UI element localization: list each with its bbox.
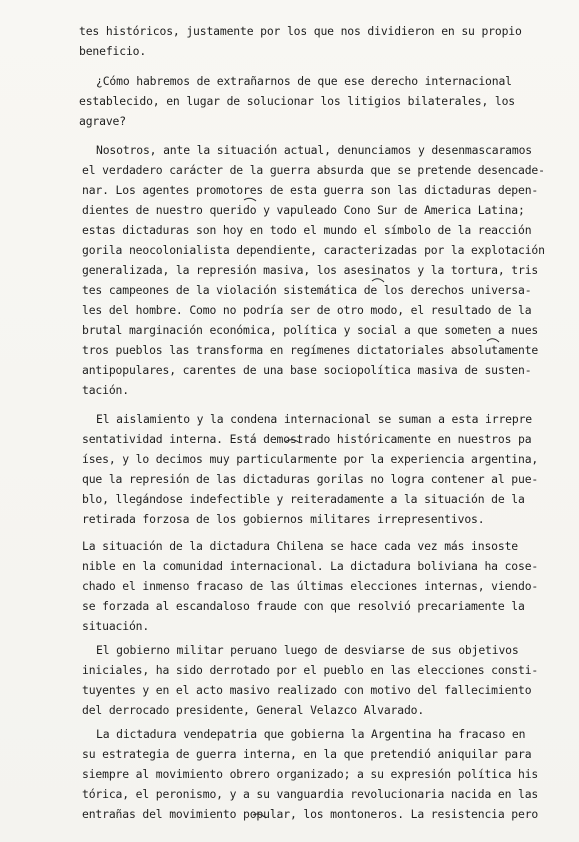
body-line: se forzada al escandaloso fraude con que resolvió precariamente la (82, 599, 525, 613)
body-line: íses, y lo decimos muy particularmente por la experiencia argentina, (82, 452, 539, 466)
body-line: beneficio. (79, 44, 147, 58)
body-line: estas dictaduras son hoy en todo el mundo el símbolo de la reacción (82, 223, 532, 237)
body-line: retirada forzosa de los gobiernos militares irrepresentivos. (82, 512, 485, 526)
body-line: siempre al movimiento obrero organizado; a su expresión política his (82, 767, 539, 781)
body-line: tes campeones de la violación sistemática de los derechos universa- (82, 283, 532, 297)
body-line: del derrocado presidente, General Velazco Alvarado. (82, 703, 425, 717)
body-line: chado el inmenso fracaso de las últimas elecciones internas, viendo- (82, 579, 539, 593)
body-line: tación. (82, 383, 129, 397)
body-line: el verdadero carácter de la guerra absurda que se pretende desencade- (82, 163, 545, 177)
body-line: nar. Los agentes promotores de esta guerra son las dictaduras depen- (82, 183, 539, 197)
body-line: tórica, el peronismo, y a su vanguardia revolucionaria nacida en las (82, 787, 539, 801)
body-line: tuyentes y en el acto masivo realizado con motivo del fallecimiento (82, 683, 532, 697)
body-line: blo, llegándose indefectible y reiteradamente a la situación de la (82, 492, 525, 506)
body-line: brutal marginación económica, política y social a que someten a nues (82, 323, 539, 337)
body-line: situación. (82, 619, 150, 633)
body-line: La situación de la dictadura Chilena se hace cada vez más insoste (82, 539, 519, 553)
body-line: nible en la comunidad internacional. La dictadura boliviana ha cose- (82, 559, 539, 573)
body-line: sentatividad interna. Está demostrado históricamente en nuestros pa (82, 432, 532, 446)
body-line: ¿Cómo habremos de extrañarnos de que ese derecho internacional (96, 74, 512, 88)
body-line: su estrategia de guerra interna, en la que pretendió aniquilar para (82, 747, 532, 761)
body-line: agrave? (79, 114, 126, 128)
body-line: gorila neocolonialista dependiente, caracterizadas por la explotación (82, 243, 545, 257)
body-line: establecido, en lugar de solucionar los litigios bilaterales, los (79, 94, 516, 108)
body-line: El gobierno militar peruano luego de desviarse de sus objetivos (96, 643, 519, 657)
body-line: Nosotros, ante la situación actual, denunciamos y desenmascaramos (96, 143, 533, 157)
body-line: La dictadura vendepatria que gobierna la Argentina ha fracaso en (96, 727, 526, 741)
body-line: entrañas del movimiento popular, los montoneros. La resistencia pero (82, 807, 539, 821)
body-line: El aislamiento y la condena internacional se suman a esta irrepre (96, 412, 533, 426)
body-line: tros pueblos las transforma en regímenes dictatoriales absolutamente (82, 343, 539, 357)
body-line: que la represión de las dictaduras gorilas no logra contener al pue- (82, 472, 539, 486)
body-line: iniciales, ha sido derrotado por el pueblo en las elecciones consti- (82, 663, 539, 677)
body-line: generalizada, la represión masiva, los asesinatos y la tortura, tris (82, 263, 539, 277)
body-line: les del hombre. Como no podría ser de otro modo, el resultado de la (82, 303, 532, 317)
body-line: dientes de nuestro querido y vapuleado Cono Sur de America Latina; (82, 203, 525, 217)
body-line: antipopulares, carentes de una base sociopolítica masiva de susten- (82, 363, 532, 377)
body-line: tes históricos, justamente por los que nos dividieron en su propio (79, 24, 522, 38)
